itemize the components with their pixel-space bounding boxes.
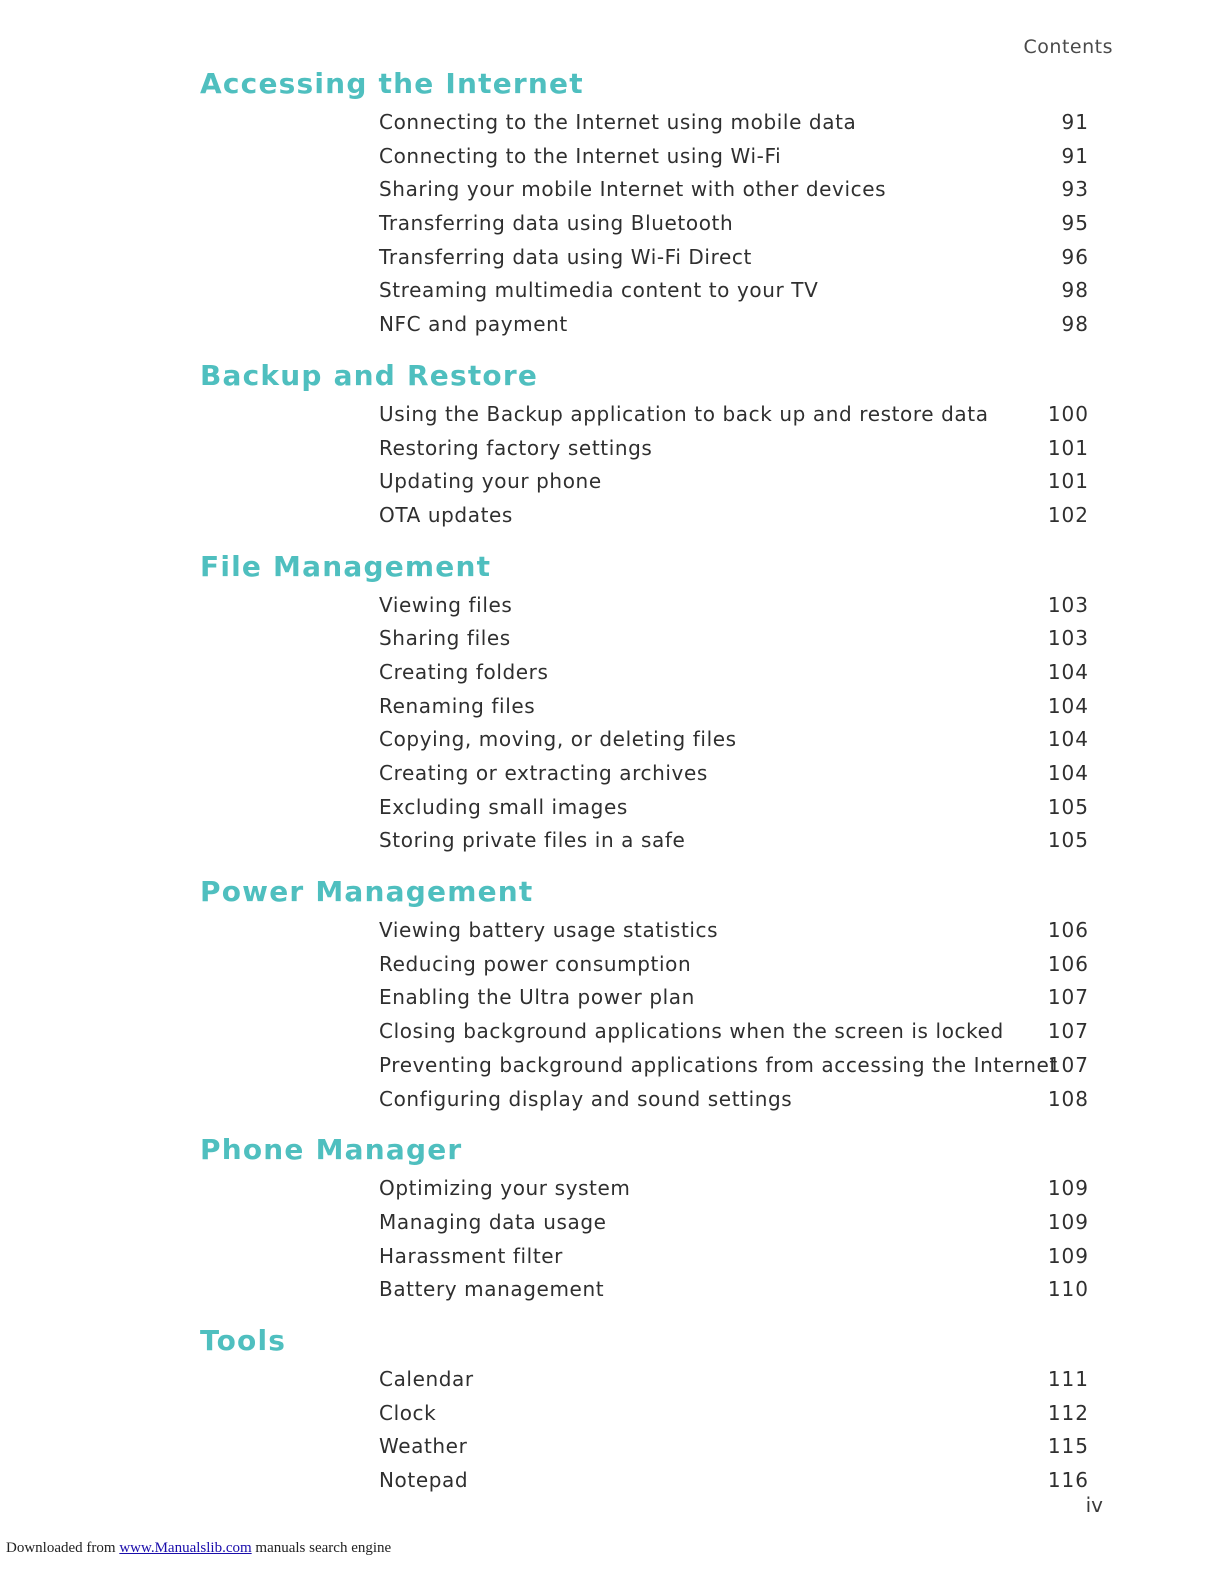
toc-entry-title[interactable]: Sharing files: [379, 626, 511, 651]
toc-entry-page: 106: [1047, 951, 1089, 976]
toc-entry-page: 111: [1047, 1366, 1089, 1391]
toc-entry-title[interactable]: Transferring data using Bluetooth: [379, 211, 734, 236]
toc-entry-page: 91: [1061, 143, 1089, 168]
toc-entry-title[interactable]: Harassment filter: [379, 1243, 563, 1268]
toc-entry[interactable]: [0, 140, 1225, 174]
toc-entry[interactable]: [0, 241, 1225, 275]
toc-entry-title[interactable]: Battery management: [379, 1277, 605, 1302]
toc-entry[interactable]: [0, 1083, 1225, 1117]
toc-entry[interactable]: [0, 308, 1225, 342]
toc-entry-title[interactable]: Clock: [379, 1400, 437, 1425]
toc-entry[interactable]: [0, 274, 1225, 308]
toc-entry-title[interactable]: Connecting to the Internet using mobile data: [379, 110, 857, 134]
toc-entry-page: 101: [1047, 435, 1089, 460]
toc-entry[interactable]: [0, 499, 1225, 533]
page-number: iv: [1085, 1493, 1103, 1517]
section-entry-list: [0, 106, 1225, 342]
table-of-contents: [0, 62, 1225, 1510]
footer-suffix: manuals search engine: [251, 1540, 392, 1556]
section-heading[interactable]: Power Management: [200, 875, 534, 909]
toc-entry[interactable]: [0, 1397, 1225, 1431]
toc-entry[interactable]: [0, 981, 1225, 1015]
toc-entry-page: 107: [1047, 1019, 1089, 1044]
toc-entry-title[interactable]: Connecting to the Internet using Wi-Fi: [379, 143, 782, 168]
toc-entry-page: 106: [1047, 918, 1089, 943]
toc-entry-title[interactable]: Restoring factory settings: [379, 435, 653, 460]
toc-entry[interactable]: [0, 1430, 1225, 1464]
toc-entry-page: 93: [1061, 177, 1089, 202]
toc-entry-page: 105: [1047, 794, 1089, 819]
toc-entry-page: 104: [1047, 659, 1089, 684]
toc-entry-title[interactable]: Viewing files: [379, 592, 513, 617]
toc-entry-title[interactable]: Reducing power consumption: [379, 951, 692, 976]
section-heading[interactable]: Phone Manager: [200, 1133, 463, 1167]
footer-prefix: Downloaded from: [6, 1540, 120, 1556]
section-heading[interactable]: Tools: [200, 1323, 287, 1357]
toc-entry-page: 91: [1061, 110, 1089, 134]
section-heading[interactable]: Backup and Restore: [200, 358, 539, 392]
toc-entry-page: 103: [1047, 592, 1089, 617]
toc-entry-page: 102: [1047, 502, 1089, 527]
toc-entry-title[interactable]: Closing background applications when the screen is locked: [379, 1019, 1004, 1044]
toc-entry-page: 104: [1047, 693, 1089, 718]
toc-entry[interactable]: [0, 1240, 1225, 1274]
toc-entry-page: 98: [1061, 278, 1089, 303]
toc-entry-title[interactable]: Excluding small images: [379, 794, 628, 819]
toc-entry-page: 96: [1061, 244, 1089, 269]
toc-entry-title[interactable]: Storing private files in a safe: [379, 828, 686, 853]
section-entry-list: [0, 914, 1225, 1116]
toc-entry-title[interactable]: Updating your phone: [379, 469, 602, 494]
toc-entry[interactable]: [0, 723, 1225, 757]
toc-entry-page: 100: [1047, 401, 1089, 426]
toc-entry[interactable]: [0, 398, 1225, 432]
toc-entry-title[interactable]: Optimizing your system: [379, 1176, 631, 1201]
toc-entry-page: 110: [1047, 1277, 1089, 1302]
toc-entry-title[interactable]: Streaming multimedia content to your TV: [379, 278, 819, 303]
toc-entry-page: 103: [1047, 626, 1089, 651]
toc-entry-title[interactable]: Viewing battery usage statistics: [379, 918, 719, 943]
toc-entry-title[interactable]: Managing data usage: [379, 1209, 607, 1234]
toc-entry-title[interactable]: NFC and payment: [379, 312, 568, 337]
section-heading[interactable]: Accessing the Internet: [200, 67, 584, 100]
toc-entry-title[interactable]: Preventing background applications from accessing the Internet: [379, 1052, 1058, 1077]
toc-entry[interactable]: [0, 1464, 1225, 1498]
toc-entry-title[interactable]: Creating folders: [379, 659, 549, 684]
download-footer: [6, 1540, 391, 1557]
toc-entry[interactable]: [0, 1049, 1225, 1083]
toc-entry[interactable]: [0, 690, 1225, 724]
toc-entry-title[interactable]: Renaming files: [379, 693, 536, 718]
toc-entry-title[interactable]: Weather: [379, 1434, 468, 1459]
toc-entry-page: 101: [1047, 469, 1089, 494]
section-entry-list: [0, 589, 1225, 859]
manualslib-link[interactable]: www.Manualslib.com: [119, 1540, 252, 1556]
toc-entry[interactable]: [0, 106, 1225, 140]
toc-entry-page: 109: [1047, 1176, 1089, 1201]
toc-entry-title[interactable]: Notepad: [379, 1468, 469, 1492]
toc-entry[interactable]: [0, 173, 1225, 207]
toc-entry-title[interactable]: OTA updates: [379, 502, 513, 527]
running-header: Contents: [1023, 36, 1113, 58]
toc-entry[interactable]: [0, 465, 1225, 499]
section-heading[interactable]: File Management: [200, 549, 492, 583]
toc-entry-page: 95: [1061, 211, 1089, 236]
toc-entry[interactable]: [0, 589, 1225, 623]
toc-entry-title[interactable]: Using the Backup application to back up and restore data: [379, 401, 989, 426]
toc-entry-page: 112: [1047, 1400, 1089, 1425]
toc-entry-page: 109: [1047, 1243, 1089, 1268]
toc-entry[interactable]: [0, 207, 1225, 241]
toc-entry-page: 109: [1047, 1209, 1089, 1234]
toc-entry-page: 108: [1047, 1086, 1089, 1111]
toc-entry[interactable]: [0, 1015, 1225, 1049]
toc-entry[interactable]: [0, 948, 1225, 982]
toc-entry[interactable]: [0, 656, 1225, 690]
toc-entry-page: 98: [1061, 312, 1089, 337]
toc-entry-page: 104: [1047, 761, 1089, 785]
toc-entry-page: 107: [1047, 985, 1089, 1010]
toc-entry-page: 105: [1047, 828, 1089, 853]
toc-entry-page: 107: [1047, 1052, 1089, 1077]
toc-entry-title[interactable]: Creating or extracting archives: [379, 761, 708, 785]
toc-entry-page: 116: [1047, 1468, 1089, 1492]
section-entry-list: [0, 398, 1225, 533]
toc-entry-page: 104: [1047, 727, 1089, 752]
toc-entry-title[interactable]: Calendar: [379, 1366, 474, 1391]
toc-entry-title[interactable]: Enabling the Ultra power plan: [379, 985, 695, 1010]
toc-entry[interactable]: [0, 432, 1225, 466]
toc-entry[interactable]: [0, 791, 1225, 825]
toc-entry[interactable]: [0, 1172, 1225, 1206]
toc-entry[interactable]: [0, 824, 1225, 858]
toc-entry[interactable]: [0, 1273, 1225, 1307]
section-entry-list: [0, 1363, 1225, 1498]
section-entry-list: [0, 1172, 1225, 1307]
toc-entry-title[interactable]: Transferring data using Wi-Fi Direct: [379, 244, 752, 269]
toc-entry[interactable]: [0, 757, 1225, 791]
toc-entry-title[interactable]: Sharing your mobile Internet with other devices: [379, 177, 887, 202]
toc-entry-page: 115: [1047, 1434, 1089, 1459]
toc-entry[interactable]: [0, 1363, 1225, 1397]
toc-entry-title[interactable]: Copying, moving, or deleting files: [379, 727, 737, 752]
toc-entry-title[interactable]: Configuring display and sound settings: [379, 1086, 793, 1111]
toc-entry[interactable]: [0, 914, 1225, 948]
toc-entry[interactable]: [0, 1206, 1225, 1240]
toc-entry[interactable]: [0, 622, 1225, 656]
